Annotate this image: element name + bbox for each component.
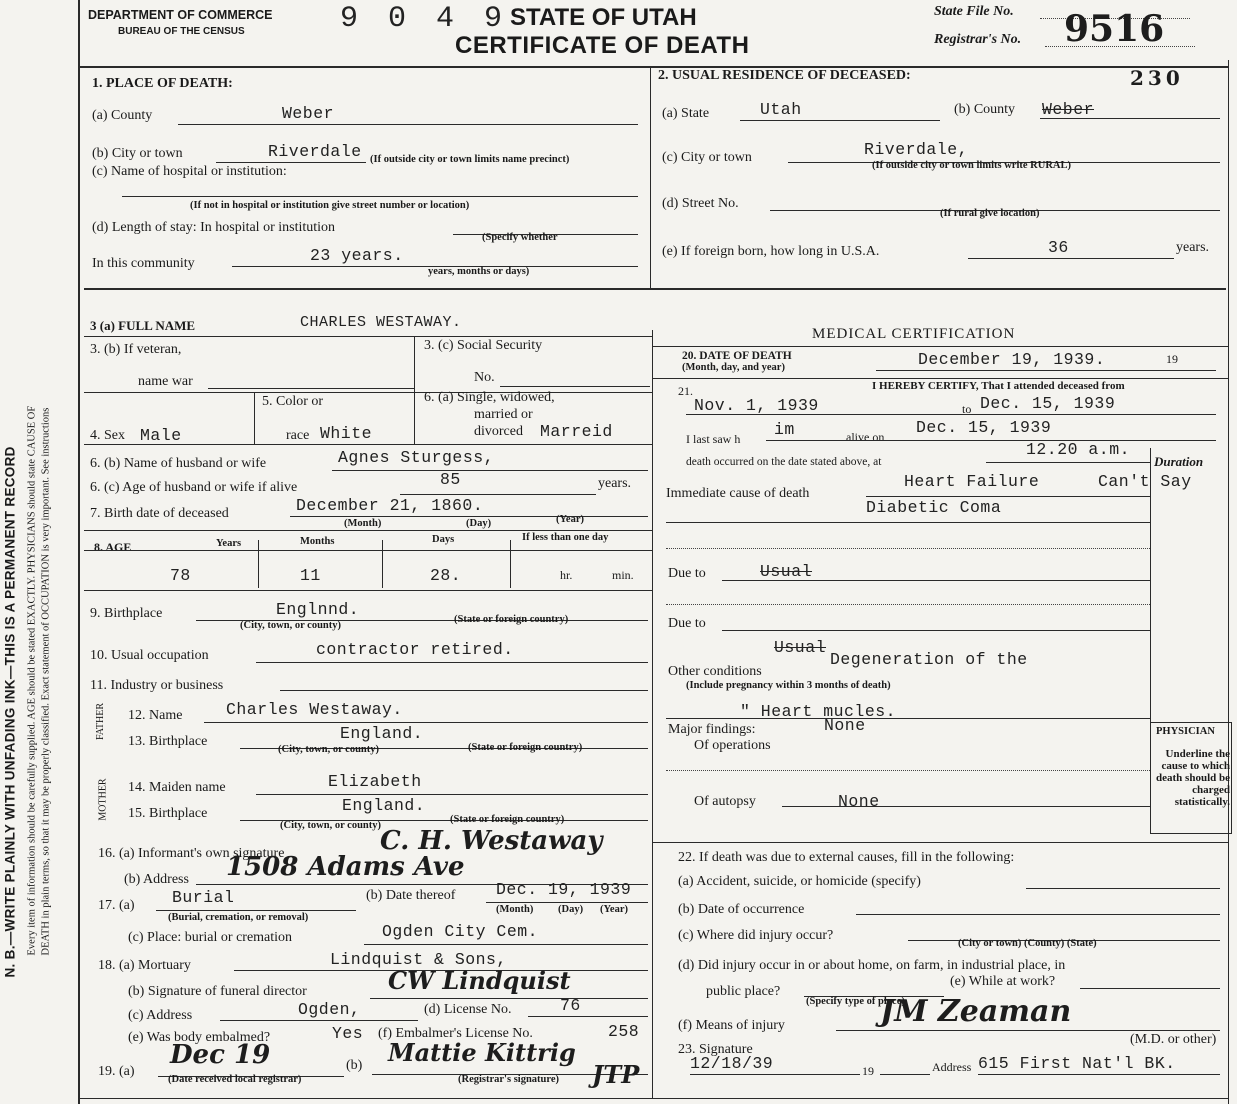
informant-signature: C. H. Westaway: [380, 826, 603, 856]
where-note: (City or town) (County) (State): [958, 938, 1097, 949]
res-years-label: years.: [1176, 240, 1210, 255]
embalmed-value: Yes: [332, 1024, 364, 1043]
other-conditions-value-2: " Heart mucles.: [740, 702, 897, 721]
occupation-label: 10. Usual occupation: [90, 648, 209, 663]
spouse-age-label: 6. (c) Age of husband or wife if alive: [90, 480, 298, 495]
burial-label: 17. (a): [98, 898, 135, 913]
last-saw-date: Dec. 15, 1939: [916, 418, 1052, 437]
age-days-value: 28.: [430, 566, 462, 585]
header-rule: [78, 66, 1228, 68]
dod-value: December 19, 1939.: [918, 350, 1106, 369]
attended-to: Dec. 15, 1939: [980, 394, 1116, 413]
col-divider-top: [650, 66, 651, 288]
doctor-address-value: 615 First Nat'l BK.: [978, 1054, 1176, 1073]
other-conditions-note: (Include pregnancy within 3 months of death): [686, 680, 891, 691]
license-label: (d) License No.: [424, 1002, 512, 1017]
community-label: In this community: [92, 256, 195, 271]
public-place-note: (Specify type of place): [806, 996, 905, 1007]
county-value: Weber: [282, 104, 335, 123]
res-city-note: (If outside city or town limits write RURAL): [872, 160, 1071, 171]
birth-date-label: 7. Birth date of deceased: [90, 506, 229, 521]
county-label: (a) County: [92, 108, 153, 123]
col-divider-main: [652, 330, 653, 1098]
hospital-note: (If not in hospital or institution give street number or location): [190, 200, 470, 211]
father-tag: FATHER: [95, 702, 107, 741]
physician-signature: JM Zeaman: [880, 994, 1072, 1029]
side-note-permanent-record: N. B.—WRITE PLAINLY WITH UNFADING INK—THIS IS A PERMANENT RECORD: [2, 446, 18, 978]
place-of-death-heading: 1. PLACE OF DEATH:: [92, 76, 233, 91]
age-label: 8. AGE: [94, 540, 132, 554]
father-city-note: (City, town, or county): [278, 744, 380, 755]
birthplace-value: Englnnd.: [276, 600, 360, 619]
units-note: years, months or days): [428, 266, 530, 277]
marital-label-1: 6. (a) Single, widowed,: [424, 390, 555, 405]
informant-address-value: 1508 Adams Ave: [226, 852, 465, 882]
spouse-value: Agnes Sturgess,: [338, 448, 495, 467]
dod-note: (Month, day, and year): [682, 362, 785, 373]
informant-label: 16. (a) Informant's own signature: [98, 846, 285, 861]
certify-number: 21.: [678, 384, 693, 398]
age-less-header: If less than one day: [522, 532, 609, 543]
right-border: [1228, 60, 1229, 1104]
sex-value: Male: [140, 426, 182, 445]
res-city-label: (c) City or town: [662, 150, 752, 165]
date-received-value: Dec 19: [170, 1040, 271, 1070]
full-name-value: CHARLES WESTAWAY.: [300, 314, 462, 331]
city-label: (b) City or town: [92, 146, 183, 161]
other-conditions-value: Degeneration of the: [830, 650, 1028, 669]
father-name-label: 12. Name: [128, 708, 183, 723]
burial-date-value: Dec. 19, 1939: [496, 880, 632, 899]
duration-label: Duration: [1154, 454, 1204, 469]
city-value: Riverdale: [268, 142, 362, 161]
res-street-label: (d) Street No.: [662, 196, 739, 211]
attended-to-label: to: [962, 402, 972, 416]
director-label: (b) Signature of funeral director: [128, 984, 307, 999]
side-note-instructions-1: Every item of information should be carefully supplied. AGE should be stated EXACTLY. PHYSICIANS should state CAUSE OF: [26, 405, 38, 956]
at-work-label: (e) While at work?: [950, 974, 1056, 989]
bureau-census: BUREAU OF THE CENSUS: [118, 26, 245, 37]
birth-day-note: (Day): [466, 518, 492, 529]
age-months-value: 11: [300, 566, 321, 585]
mother-tag: MOTHER: [97, 778, 109, 821]
due-to-label: Due to: [668, 566, 706, 581]
registrar-signature-note: (Registrar's signature): [458, 1074, 559, 1085]
res-city-value: Riverdale,: [864, 140, 969, 159]
burial-note: (Burial, cremation, or removal): [168, 912, 309, 923]
certify-text: I HEREBY CERTIFY, That I attended deceased from: [872, 380, 1125, 392]
mother-city-note: (City, town, or county): [280, 820, 382, 831]
stamp-number: 9 0 4 9: [340, 2, 509, 36]
certificate-title: CERTIFICATE OF DEATH: [455, 32, 750, 59]
res-rural-note: (If rural give location): [940, 208, 1040, 219]
name-war-label: name war: [138, 374, 193, 389]
res-county-label: (b) County: [954, 102, 1016, 117]
father-birthplace-label: 13. Birthplace: [128, 734, 208, 749]
res-county-value: Weber: [1042, 100, 1095, 119]
dod-19: 19: [1166, 352, 1178, 366]
md-note: (M.D. or other): [1130, 1032, 1217, 1047]
residence-heading: 2. USUAL RESIDENCE OF DECEASED:: [658, 68, 911, 83]
ss-no-label: No.: [474, 370, 495, 385]
registrar-initials: JTP: [592, 1060, 640, 1089]
death-occurred-label: death occurred on the date stated above, at: [686, 456, 882, 468]
registrar-b-label: (b): [346, 1058, 363, 1073]
side-note-instructions-2: DEATH in plain terms, so that it may be properly classified. Exact statement of OCCUPATION is very important. See instructions: [40, 407, 52, 956]
state-file-label: State File No.: [934, 4, 1014, 19]
mother-birthplace-label: 15. Birthplace: [128, 806, 208, 821]
last-saw-him: im: [774, 420, 795, 439]
race-label: race: [286, 428, 310, 443]
embalmer-label: (f) Embalmer's License No.: [378, 1026, 533, 1041]
registrar-signature: Mattie Kittrig: [388, 1038, 576, 1067]
operations-label: Of operations: [694, 738, 771, 753]
spouse-age-value: 85: [440, 470, 461, 489]
occupation-value: contractor retired.: [316, 640, 514, 659]
occurrence-label: (b) Date of occurrence: [678, 902, 805, 917]
dept-commerce: DEPARTMENT OF COMMERCE: [88, 8, 273, 22]
doctor-address-label: Address: [932, 1060, 972, 1074]
director-signature: CW Lindquist: [388, 966, 571, 995]
race-value: White: [320, 424, 373, 443]
immediate-cause-value: Heart Failure: [904, 472, 1040, 491]
burial-place-value: Ogden City Cem.: [382, 922, 539, 941]
res-state-value: Utah: [760, 100, 802, 119]
age-min-label: min.: [612, 568, 634, 582]
mother-state-note: (State or foreign country): [450, 814, 565, 825]
dod-label: 20. DATE OF DEATH: [682, 350, 792, 362]
age-days-header: Days: [432, 534, 455, 545]
external-causes-label: 22. If death was due to external causes, fill in the following:: [678, 850, 1015, 865]
birthplace-label: 9. Birthplace: [90, 606, 163, 621]
embalmed-label: (e) Was body embalmed?: [128, 1030, 271, 1045]
burial-month-note: (Month): [496, 904, 534, 915]
burial-date-label: (b) Date thereof: [366, 888, 456, 903]
due-to-value: Usual: [760, 562, 813, 581]
mortuary-address-value: Ogden,: [298, 1000, 361, 1019]
burial-day-note: (Day): [558, 904, 584, 915]
burial-value: Burial: [172, 888, 235, 907]
signature-date: 12/18/39: [690, 1054, 774, 1073]
res-foreign-label: (e) If foreign born, how long in U.S.A.: [662, 244, 880, 259]
autopsy-value: None: [838, 792, 880, 811]
registrar-row-label: 19. (a): [98, 1064, 135, 1079]
immediate-cause-label: Immediate cause of death: [666, 486, 810, 501]
industry-label: 11. Industry or business: [90, 678, 224, 693]
section-rule: [84, 288, 1226, 290]
immediate-cause-value-2: Diabetic Coma: [866, 498, 1002, 517]
date-received-note: (Date received local registrar): [168, 1074, 302, 1085]
social-security-label: 3. (c) Social Security: [424, 338, 543, 353]
age-years-header: Years: [216, 538, 242, 549]
informant-address-label: (b) Address: [124, 872, 189, 887]
due-to-2-value: Usual: [774, 638, 827, 657]
mortuary-label: 18. (a) Mortuary: [98, 958, 191, 973]
operations-value: None: [824, 716, 866, 735]
physician-label: PHYSICIAN: [1156, 726, 1215, 737]
public-place-label: public place?: [706, 984, 781, 999]
burial-place-label: (c) Place: burial or cremation: [128, 930, 293, 945]
left-border: [78, 0, 80, 1104]
death-time: 12.20 a.m.: [1026, 440, 1131, 459]
last-saw-label: I last saw h: [686, 432, 741, 446]
age-months-header: Months: [300, 536, 335, 547]
color-label: 5. Color or: [262, 394, 324, 409]
spouse-label: 6. (b) Name of husband or wife: [90, 456, 267, 471]
means-label: (f) Means of injury: [678, 1018, 785, 1033]
due-to-2-label: Due to: [668, 616, 706, 631]
marital-label-3: divorced: [474, 424, 523, 439]
signature-19: 19: [862, 1064, 874, 1078]
city-note: (If outside city or town limits name precinct): [370, 154, 570, 165]
bottom-rule: [78, 1098, 1228, 1099]
medical-heading: MEDICAL CERTIFICATION: [812, 326, 1016, 342]
marital-label-2: married or: [474, 407, 533, 422]
where-label: (c) Where did injury occur?: [678, 928, 834, 943]
margin-number: 230: [1130, 66, 1184, 90]
full-name-label: 3 (a) FULL NAME: [90, 318, 196, 333]
length-of-stay-label: (d) Length of stay: In hospital or institution: [92, 220, 336, 235]
specify-note: (Specify whether: [482, 232, 558, 243]
birth-date-value: December 21, 1860.: [296, 496, 484, 515]
birthplace-state-note: (State or foreign country): [454, 614, 569, 625]
state-title: STATE OF UTAH: [510, 4, 697, 31]
sex-label: 4. Sex: [90, 428, 125, 443]
attended-from: Nov. 1, 1939: [694, 396, 819, 415]
mother-name-label: 14. Maiden name: [128, 780, 226, 795]
father-name-value: Charles Westaway.: [226, 700, 403, 719]
mortuary-address-label: (c) Address: [128, 1008, 193, 1023]
birthplace-city-note: (City, town, or county): [240, 620, 342, 631]
autopsy-label: Of autopsy: [694, 794, 756, 809]
other-conditions-label: Other conditions: [668, 664, 762, 679]
alive-on-label: alive on: [846, 430, 885, 444]
age-years-value: 78: [170, 566, 191, 585]
mother-birthplace-value: England.: [342, 796, 426, 815]
mother-name-value: Elizabeth: [328, 772, 422, 791]
burial-year-note: (Year): [600, 904, 628, 915]
signature-label: 23. Signature: [678, 1042, 753, 1057]
accident-label: (a) Accident, suicide, or homicide (specify): [678, 874, 921, 889]
registrar-no-label: Registrar's No.: [934, 32, 1022, 47]
res-state-label: (a) State: [662, 106, 710, 121]
veteran-label: 3. (b) If veteran,: [90, 342, 182, 357]
age-hr-label: hr.: [560, 568, 573, 582]
marital-value: Marreid: [540, 422, 613, 441]
spouse-years-label: years.: [598, 476, 632, 491]
hospital-label: (c) Name of hospital or institution:: [92, 164, 287, 179]
underline-note: Underline the cause to which death should be charged statistically.: [1156, 748, 1230, 808]
mortuary-value: Lindquist & Sons,: [330, 950, 507, 969]
license-value: 76: [560, 996, 581, 1015]
home-label: (d) Did injury occur in or about home, on farm, in industrial place, in: [678, 958, 1066, 973]
birth-month-note: (Month): [344, 518, 382, 529]
father-birthplace-value: England.: [340, 724, 424, 743]
community-value: 23 years.: [310, 246, 404, 265]
birth-year-note: (Year): [556, 514, 584, 525]
res-foreign-value: 36: [1048, 238, 1069, 257]
registrar-number: 9516: [1064, 8, 1165, 50]
father-state-note: (State or foreign country): [468, 742, 583, 753]
embalmer-value: 258: [608, 1022, 640, 1041]
duration-value: Can't Say: [1098, 472, 1192, 491]
major-findings-label: Major findings:: [668, 722, 756, 737]
